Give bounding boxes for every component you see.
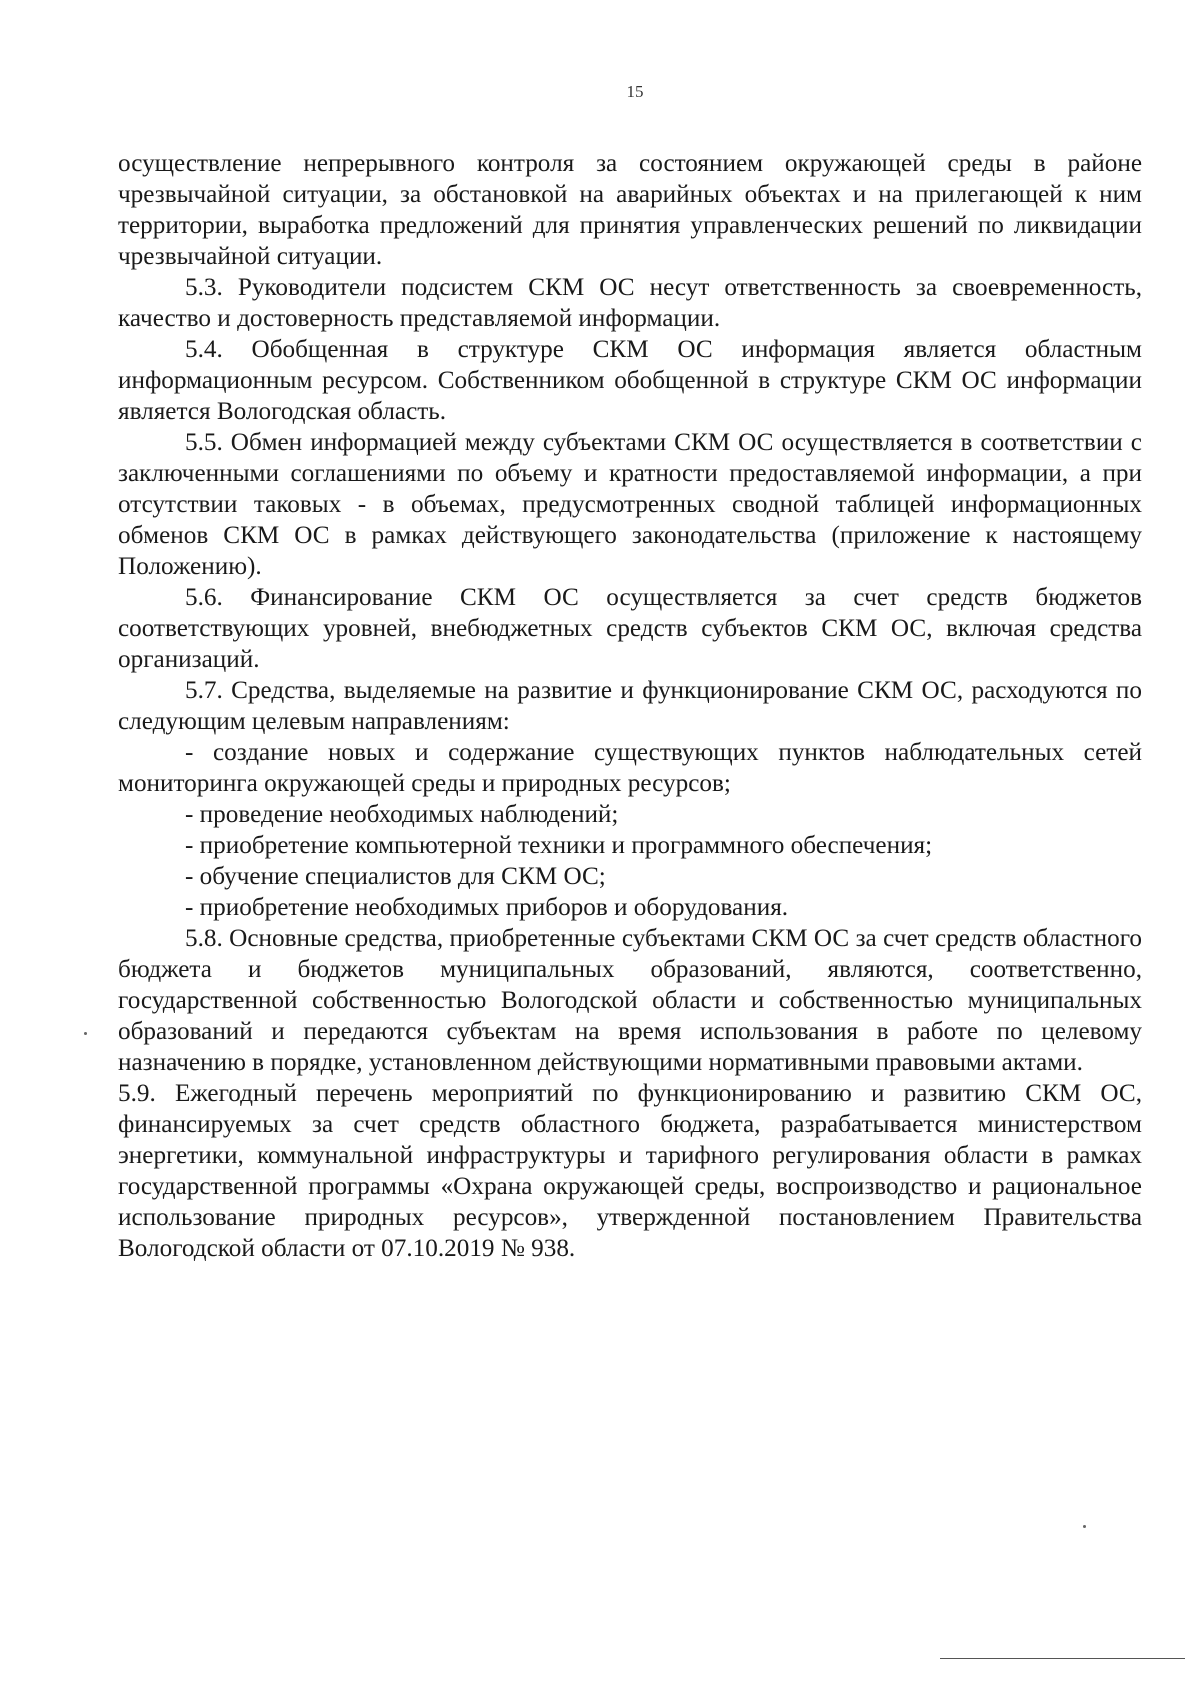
scan-speck (84, 1032, 87, 1035)
scan-edge-line (940, 1658, 1185, 1659)
paragraph-5-9: 5.9. Ежегодный перечень мероприятий по функционированию и развитию СКМ ОС, финансируемых за счет средств областного бюджета, разрабатывается министерством энергетики, коммунальной инфраструктуры и тарифного регулирования области в рамках государственной программы «Охрана окружающей среды, воспроизводство и рациональное использование природных ресурсов», утвержденной постановлением Правительства Вологодской области от 07.10.2019 № 938. (118, 1080, 1142, 1262)
document-body (118, 148, 1142, 1264)
list-item: - создание новых и содержание существующих пунктов наблюдательных сетей мониторинга окружающей среды и природных ресурсов; (118, 739, 1142, 797)
paragraph-continuation: осуществление непрерывного контроля за состоянием окружающей среды в районе чрезвычайной ситуации, за обстановкой на аварийных объектах и на прилегающей к ним территории, выработка предложений для принятия управленческих решений по ликвидации чрезвычайной ситуации. (118, 150, 1142, 270)
list-item: - приобретение необходимых приборов и оборудования. (185, 894, 789, 921)
paragraph-5-7: 5.7. Средства, выделяемые на развитие и функционирование СКМ ОС, расходуются по следующим целевым направлениям: (118, 677, 1142, 735)
paragraph-5-8: 5.8. Основные средства, приобретенные субъектами СКМ ОС за счет средств областного бюджета и бюджетов муниципальных образований, являются, соответственно, государственной собственностью Вологодской области и собственностью муниципальных образований и передаются субъектам на время использования в работе по целевому назначению в порядке, установленном действующими нормативными правовыми актами. (118, 925, 1142, 1076)
paragraph-5-3: 5.3. Руководители подсистем СКМ ОС несут ответственность за своевременность, качество и достоверность представляемой информации. (118, 274, 1142, 332)
list-item: - проведение необходимых наблюдений; (185, 801, 619, 828)
paragraph-5-6: 5.6. Финансирование СКМ ОС осуществляется за счет средств бюджетов соответствующих уровней, внебюджетных средств субъектов СКМ ОС, включая средства организаций. (118, 584, 1142, 673)
list-item: - обучение специалистов для СКМ ОС; (185, 863, 606, 890)
paragraph-5-5: 5.5. Обмен информацией между субъектами СКМ ОС осуществляется в соответствии с заключенными соглашениями по объему и кратности предоставляемой информации, а при отсутствии таковых - в объемах, предусмотренных сводной таблицей информационных обменов СКМ ОС в рамках действующего законодательства (приложение к настоящему Положению). (118, 429, 1142, 580)
scan-speck (1083, 1525, 1086, 1528)
paragraph-5-4: 5.4. Обобщенная в структуре СКМ ОС информация является областным информационным ресурсом. Собственником обобщенной в структуре СКМ ОС информации является Вологодская область. (118, 336, 1142, 425)
page-number: 15 (626, 82, 644, 101)
list-item: - приобретение компьютерной техники и программного обеспечения; (185, 832, 933, 859)
